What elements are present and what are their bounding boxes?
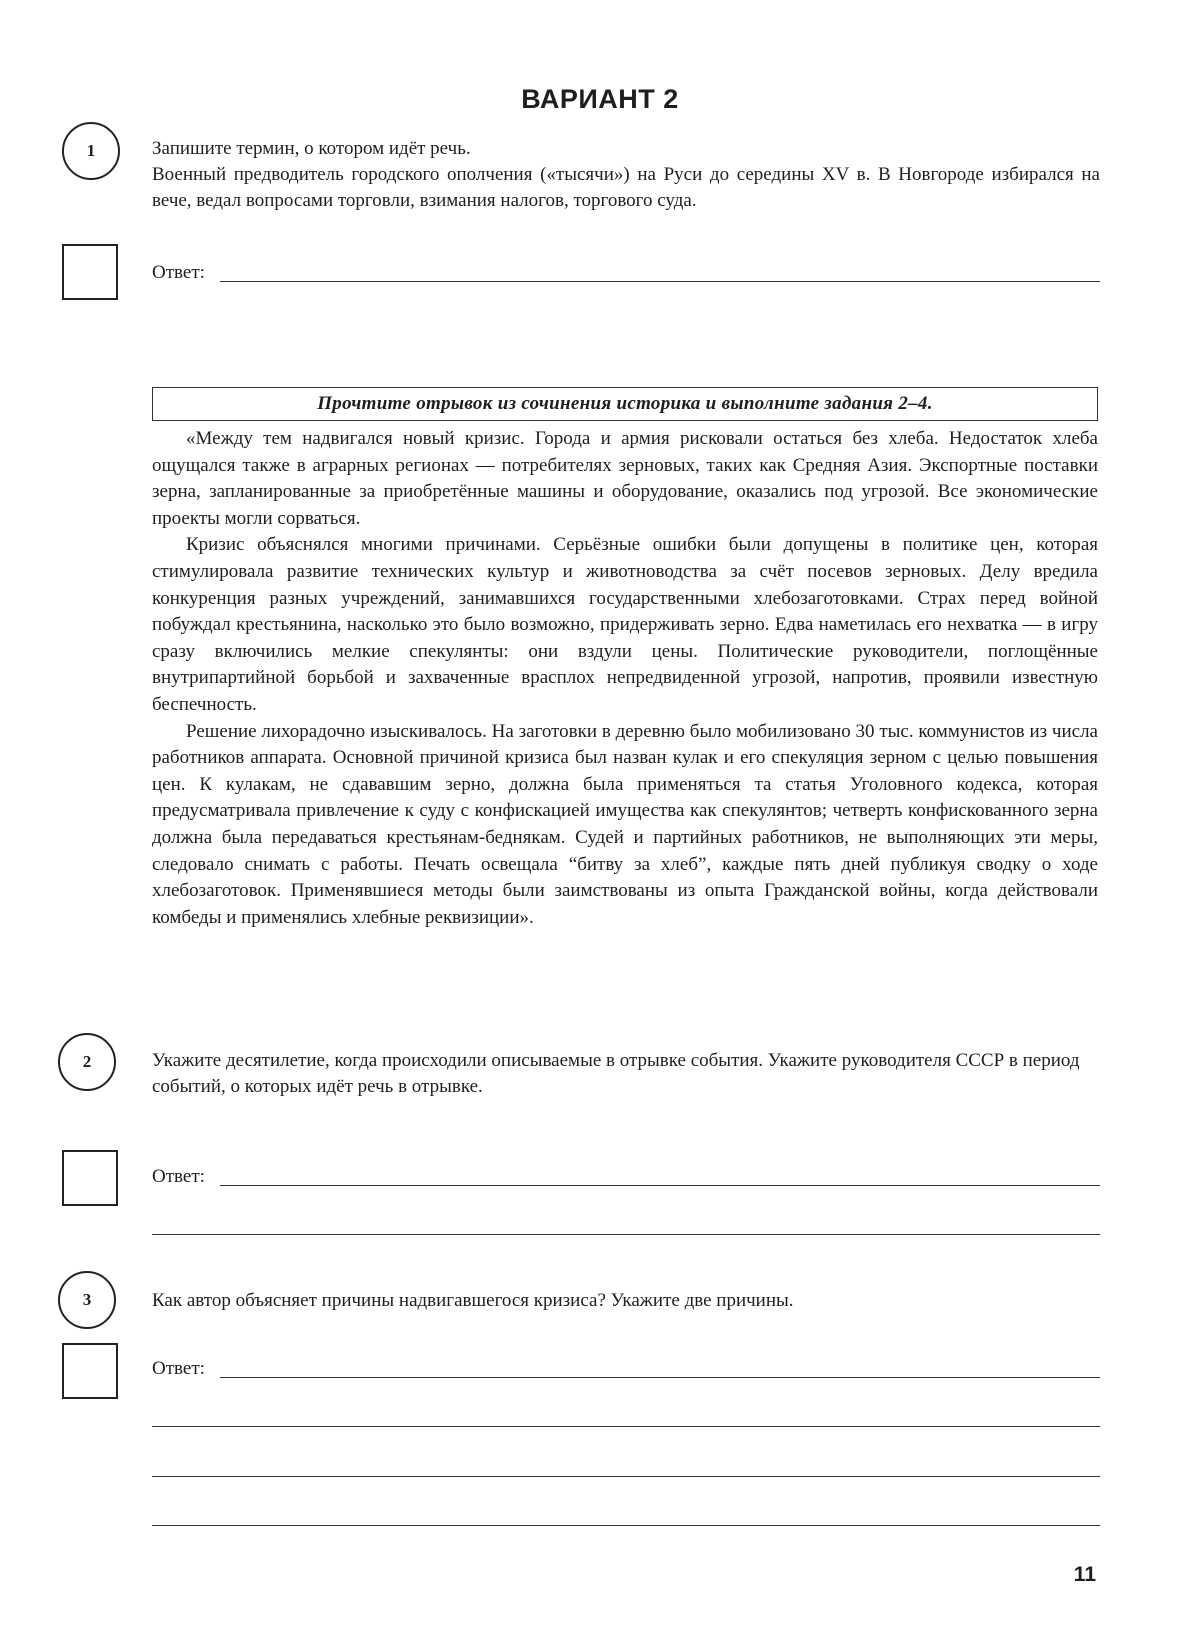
question-3-text: Как автор объясняет причины надвигавшегося кризиса? Укажите две причины. [152,1290,794,1311]
question-2-score-box [62,1150,118,1206]
question-1-answer-line[interactable] [220,281,1100,282]
passage-paragraph-3: Решение лихорадочно изыскивалось. На заготовки в деревню было мобилизовано 30 тыс. коммунистов из числа работников аппарата. Основной причиной кризиса был назван кулак и его спекуляция зерном с целью повышения цен. К кулакам, не сдававшим зерно, должна была применяться та статья Уголовного кодекса, которая предусматривала привлечение к суду с конфискацией имущества как спекулянтов; четверть конфискованного зерна должна была передаваться крестьянам-беднякам. Судей и партийных работников, не выполняющих эти меры, следовало снимать с работы. Печать освещала “битву за хлеб”, каждые пять дней публикуя сводку о ходе хлебозаготовок. Применявшиеся методы были заимствованы из опыта Гражданской войны, когда действовали комбеды и применялись хлебные реквизиции». [152,720,1098,928]
historian-passage [152,426,1098,931]
page-title: ВАРИАНТ 2 [521,84,679,114]
question-2-answer-line-2[interactable] [152,1234,1100,1235]
question-1-score-box [62,244,118,300]
question-2-answer-line[interactable] [220,1185,1100,1186]
question-3-answer-line-4[interactable] [152,1525,1100,1526]
question-2-answer-label: Ответ: [152,1166,205,1187]
passage-paragraph-2: Кризис объяснялся многими причинами. Серьёзные ошибки были допущены в политике цен, которая стимулировала развитие технических культур и животноводства за счёт посевов зерновых. Делу вредила конкуренция разных учреждений, занимавшихся государственными хлебозаготовками. Страх перед войной побуждал крестьянина, насколько это было возможно, придерживать зерно. Едва наметилась его нехватка — в игру сразу включились мелкие спекулянты: они вздули цены. Политические руководители, поглощённые внутрипартийной борьбой и захваченные врасплох непредвиденной угрозой, напротив, проявили известную беспечность. [152,534,1098,715]
question-1-text [152,136,1100,214]
question-3-answer-line-3[interactable] [152,1476,1100,1477]
question-1-answer-label: Ответ: [152,262,205,283]
question-1-number: 1 [62,122,120,180]
question-2-text: Укажите десятилетие, когда происходили описываемые в отрывке события. Укажите руководителя СССР в период событий, о которых идёт речь в отрывке. [152,1050,1080,1097]
question-1-body: Военный предводитель городского ополчения («тысячи») на Руси до середины XV в. В Новгороде избирался на вече, ведал вопросами торговли, взимания налогов, торгового суда. [152,164,1100,211]
question-1-prompt: Запишите термин, о котором идёт речь. [152,138,471,159]
page-number: 11 [1073,1563,1096,1586]
passage-instruction: Прочтите отрывок из сочинения историка и выполните задания 2–4. [152,387,1098,421]
passage-paragraph-1: «Между тем надвигался новый кризис. Города и армия рисковали остаться без хлеба. Недостаток хлеба ощущался также в аграрных регионах — потребителях зерновых, таких как Средняя Азия. Экспортные поставки зерна, запланированные за приобретённые машины и оборудование, оказались под угрозой. Все экономические проекты могли сорваться. [152,428,1098,529]
question-3-score-box [62,1343,118,1399]
question-3-answer-line[interactable] [220,1377,1100,1378]
question-2-number: 2 [58,1033,116,1091]
question-3-number: 3 [58,1271,116,1329]
question-3-answer-label: Ответ: [152,1358,205,1379]
question-3-answer-line-2[interactable] [152,1426,1100,1427]
